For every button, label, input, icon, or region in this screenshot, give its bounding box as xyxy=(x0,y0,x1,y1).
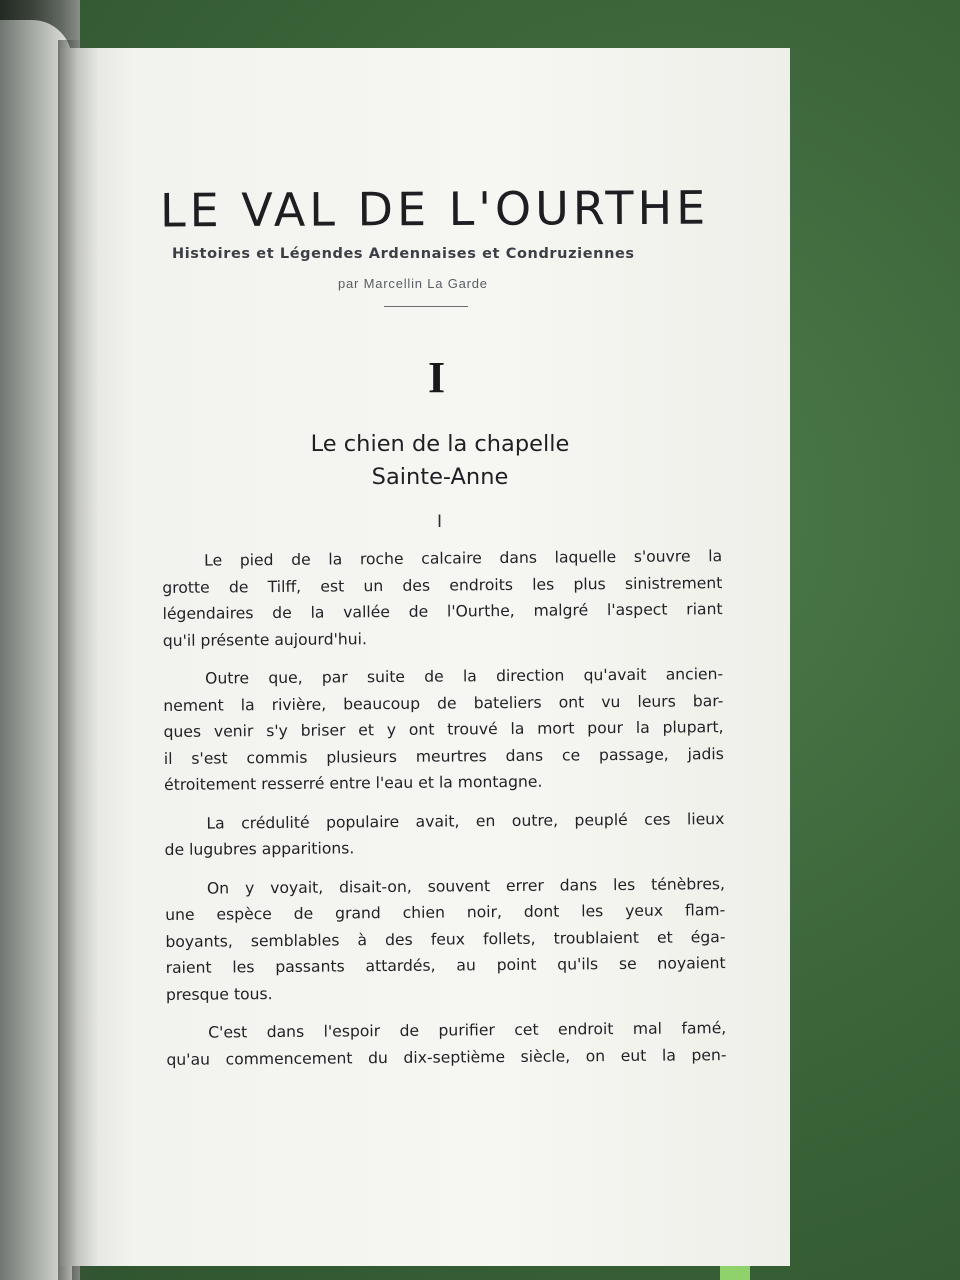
paragraph xyxy=(163,661,724,798)
text-line: raient les passants attardés, au point qu'ils se noyaient xyxy=(165,954,726,977)
text-line: La crédulité populaire avait, en outre, peuplé ces lieux xyxy=(206,809,725,833)
paragraph xyxy=(162,543,723,654)
text-line: ques venir s'y briser et y ont trouvé la mort pour la plupart, xyxy=(163,718,724,741)
text-line: C'est dans l'espoir de purifier cet endroit mal famé, xyxy=(208,1019,727,1042)
chapter-number: I xyxy=(428,353,446,402)
text-line: qu'au commencement du dix-septième siècle, on eut la pen- xyxy=(166,1045,727,1069)
text-line: boyants, semblables à des feux follets, troublaient et éga- xyxy=(165,927,726,951)
text-line: une espèce de grand chien noir, dont les yeux flam- xyxy=(165,901,726,924)
gutter-shadow xyxy=(58,40,98,1280)
paragraph xyxy=(165,871,726,1008)
text-line: Le pied de la roche calcaire dans laquelle s'ouvre la xyxy=(204,547,723,570)
text-line: nement la rivière, beaucoup de bateliers ont vu leurs bar- xyxy=(163,691,724,715)
text-line: de lugubres apparitions. xyxy=(164,839,355,859)
text-line: légendaires de la vallée de l'Ourthe, malgré l'aspect riant xyxy=(162,600,723,623)
text-line: presque tous. xyxy=(165,984,273,1004)
book-title: LE VAL DE L'OURTHE xyxy=(159,180,710,238)
paragraph xyxy=(164,806,724,864)
title-rule xyxy=(384,306,468,307)
paragraph xyxy=(166,1015,726,1073)
text-line: grotte de Tilff, est un des endroits les plus sinistrement xyxy=(162,573,723,597)
text-line: il s'est commis plusieurs meurtres dans ce passage, jadis xyxy=(163,744,724,768)
text-line: Outre que, par suite de la direction qu'avait ancien- xyxy=(205,665,724,688)
section-number: I xyxy=(437,512,443,532)
book-subtitle: Histoires et Légendes Ardennaises et Condruziennes xyxy=(172,246,635,262)
book-author: par Marcellin La Garde xyxy=(338,276,488,291)
text-line: On y voyait, disait-on, souvent errer dans les ténèbres, xyxy=(206,874,726,898)
chapter-title xyxy=(200,428,680,494)
text-line: qu'il présente aujourd'hui. xyxy=(162,629,367,650)
chapter-title-line: Le chien de la chapelle xyxy=(310,431,570,457)
text-line: étroitement resserré entre l'eau et la montagne. xyxy=(163,772,543,794)
body-text xyxy=(162,543,727,1085)
chapter-title-line: Sainte-Anne xyxy=(371,464,509,490)
